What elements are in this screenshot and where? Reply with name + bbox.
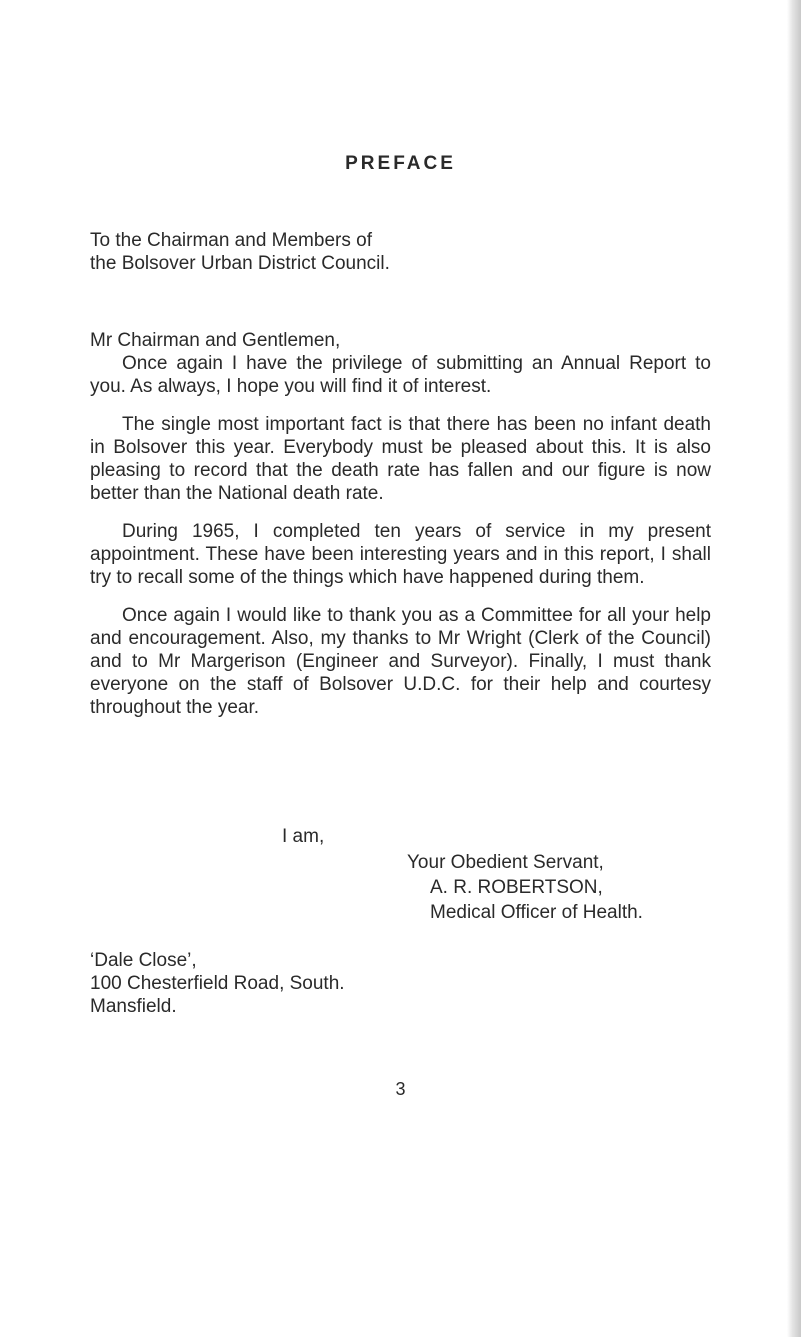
paragraph: Once again I would like to thank you as a Committee for all your help and encouragement. Also, my thanks to Mr Wright (Clerk of the Council) and to Mr Margerison (Engineer and Surveyor). Finally, I must thank everyone on the staff of Bolsover U.D.C. for their help and courtesy throughout the year. <box>90 605 711 718</box>
addressee-line: To the Chairman and Members of <box>90 230 372 251</box>
signature-title: Medical Officer of Health. <box>430 902 643 923</box>
address-block <box>90 949 345 1018</box>
salutation: Mr Chairman and Gentlemen, <box>90 330 341 351</box>
address-line: ‘Dale Close’, <box>90 950 197 971</box>
page-title: PREFACE <box>345 153 456 174</box>
signoff: Your Obedient Servant, <box>407 852 604 873</box>
paragraph: Once again I have the privilege of submitting an Annual Report to you. As always, I hope you will find it of interest. <box>90 353 711 397</box>
body-text <box>90 352 711 719</box>
address-line: Mansfield. <box>90 996 177 1017</box>
signature-name: A. R. ROBERTSON, <box>430 877 603 898</box>
address-line: 100 Chesterfield Road, South. <box>90 973 345 994</box>
addressee-block <box>90 229 390 275</box>
addressee-line: the Bolsover Urban District Council. <box>90 253 390 274</box>
closing: I am, <box>282 826 325 847</box>
paragraph: During 1965, I completed ten years of service in my present appointment. These have been interesting years and in this report, I shall try to recall some of the things which have happened during them. <box>90 521 711 588</box>
page-number: 3 <box>395 1079 406 1099</box>
paragraph: The single most important fact is that there has been no infant death in Bolsover this year. Everybody must be pleased about this. It is also pleasing to record that the death rate has fallen and our figure is now better than the National death rate. <box>90 414 711 504</box>
